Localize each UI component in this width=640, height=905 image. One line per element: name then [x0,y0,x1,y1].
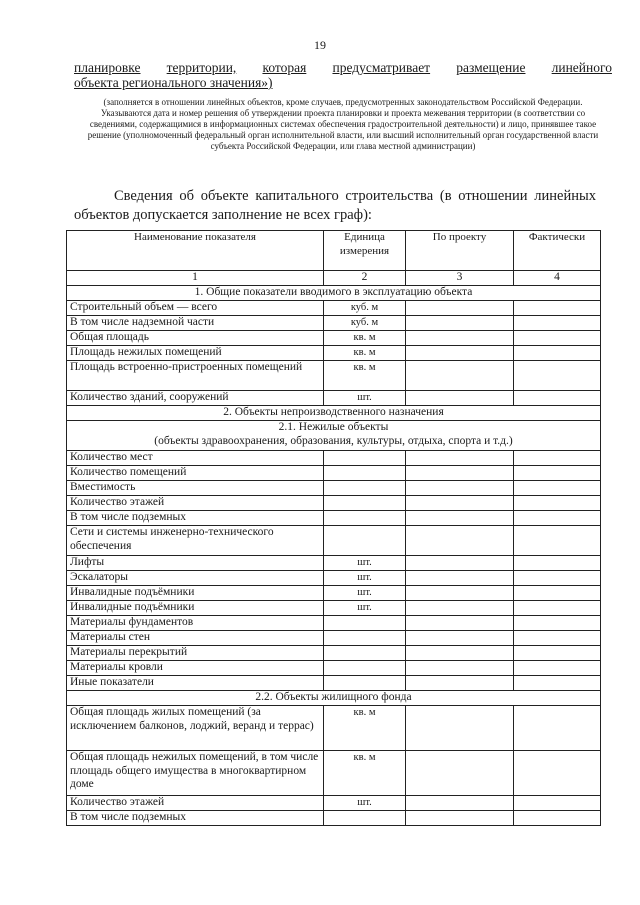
actual-value-cell[interactable] [514,361,601,391]
actual-value-cell[interactable] [514,451,601,466]
indicator-label: Количество мест [67,451,324,466]
indicator-label: Материалы стен [67,631,324,646]
indicator-label: Количество этажей [67,496,324,511]
unit-cell: шт. [324,586,406,601]
unit-cell: кв. м [324,346,406,361]
unit-cell: куб. м [324,301,406,316]
column-number: 3 [406,271,514,286]
table-row [67,796,601,811]
indicator-label: Общая площадь жилых помещений (за исключением балконов, лоджий, веранд и террас) [67,706,324,751]
project-value-cell[interactable] [406,616,514,631]
indicator-label: Количество помещений [67,466,324,481]
actual-value-cell[interactable] [514,571,601,586]
unit-cell [324,616,406,631]
actual-value-cell[interactable] [514,661,601,676]
table-row [67,361,601,391]
unit-cell: шт. [324,571,406,586]
actual-value-cell[interactable] [514,706,601,751]
intro-word: планировке [74,60,141,75]
table-row [67,301,601,316]
project-value-cell[interactable] [406,751,514,796]
indicator-label: Эскалаторы [67,571,324,586]
header-indicator: Наименование показателя [67,231,324,271]
indicator-label: Площадь нежилых помещений [67,346,324,361]
actual-value-cell[interactable] [514,466,601,481]
column-number: 4 [514,271,601,286]
project-value-cell[interactable] [406,466,514,481]
indicator-label: Материалы перекрытий [67,646,324,661]
indicator-label: Вместимость [67,481,324,496]
intro-word: линейного [551,60,612,75]
actual-value-cell[interactable] [514,511,601,526]
intro-word: размещение [456,60,526,75]
subsection-2-2-title: 2.2. Объекты жилищного фонда [67,691,601,706]
actual-value-cell[interactable] [514,316,601,331]
unit-cell [324,646,406,661]
table-row [67,616,601,631]
table-row [67,481,601,496]
indicator-label: В том числе подземных [67,811,324,826]
actual-value-cell[interactable] [514,676,601,691]
table-row [67,391,601,406]
indicator-label: Иные показатели [67,676,324,691]
table-row [67,511,601,526]
project-value-cell[interactable] [406,586,514,601]
table-row [67,346,601,361]
section-2-title: 2. Объекты непроизводственного назначения [67,406,601,421]
intro-line-1 [74,60,612,75]
intro-line-2: объекта регионального значения») [74,75,273,90]
unit-cell: кв. м [324,361,406,391]
project-value-cell[interactable] [406,511,514,526]
table-row [67,646,601,661]
table-row [67,661,601,676]
indicator-label: Инвалидные подъёмники [67,601,324,616]
indicator-label: В том числе подземных [67,511,324,526]
actual-value-cell[interactable] [514,331,601,346]
table-row [67,466,601,481]
section-1-title: 1. Общие показатели вводимого в эксплуатацию объекта [67,286,601,301]
actual-value-cell[interactable] [514,391,601,406]
indicator-label: Материалы кровли [67,661,324,676]
indicator-label: Лифты [67,556,324,571]
table-row [67,676,601,691]
table-row [67,811,601,826]
actual-value-cell[interactable] [514,526,601,556]
project-value-cell[interactable] [406,391,514,406]
header-unit: Единица измерения [324,231,406,271]
indicator-label: Общая площадь нежилых помещений, в том числе площадь общего имущества в многоквартирном доме [67,751,324,796]
table-row [67,706,601,751]
project-value-cell[interactable] [406,676,514,691]
actual-value-cell[interactable] [514,796,601,811]
table-row [67,586,601,601]
instruction-note: (заполняется в отношении линейных объектов, кроме случаев, предусмотренных законодательством Российской Федерации. Указываются дата и номер решения об утверждении проекта планировки и проекта межевания территории (в соответствии со сведениями, содержащимися в информационных системах обеспечения градостроительной деятельности) и лицо, принявшее такое решение (уполномоченный федеральный орган исполнительной власти, или высший исполнительный орган государственной власти субъекта Российской Федерации, или глава местной администрации) [87,97,599,151]
actual-value-cell[interactable] [514,301,601,316]
actual-value-cell[interactable] [514,496,601,511]
project-value-cell[interactable] [406,361,514,391]
actual-value-cell[interactable] [514,631,601,646]
intro-text [74,60,612,90]
header-project: По проекту [406,231,514,271]
actual-value-cell[interactable] [514,646,601,661]
unit-cell [324,661,406,676]
unit-cell [324,631,406,646]
subsection-2-1-subtitle: (объекты здравоохранения, образования, культуры, отдыха, спорта и т.д.) [154,434,513,447]
project-value-cell[interactable] [406,481,514,496]
column-number: 1 [67,271,324,286]
unit-cell: кв. м [324,331,406,346]
project-value-cell[interactable] [406,631,514,646]
project-value-cell[interactable] [406,301,514,316]
unit-cell [324,526,406,556]
actual-value-cell[interactable] [514,586,601,601]
intro-word: предусматривает [332,60,431,75]
unit-cell [324,811,406,826]
table-row [67,496,601,511]
table-row [67,526,601,556]
intro-word: которая [262,60,307,75]
project-value-cell[interactable] [406,706,514,751]
unit-cell [324,481,406,496]
project-value-cell[interactable] [406,346,514,361]
table-row [67,601,601,616]
project-value-cell[interactable] [406,331,514,346]
actual-value-cell[interactable] [514,481,601,496]
indicator-label: Площадь встроенно-пристроенных помещений [67,361,324,391]
indicators-table [66,230,601,826]
unit-cell: кв. м [324,751,406,796]
project-value-cell[interactable] [406,811,514,826]
unit-cell [324,451,406,466]
section-heading: Сведения об объекте капитального строительства (в отношении линейных объектов допускается заполнение не всех граф): [74,188,596,223]
project-value-cell[interactable] [406,556,514,571]
project-value-cell[interactable] [406,571,514,586]
table-row [67,316,601,331]
unit-cell [324,511,406,526]
intro-word: территории, [166,60,237,75]
table-row [67,451,601,466]
indicator-label: Материалы фундаментов [67,616,324,631]
project-value-cell[interactable] [406,316,514,331]
unit-cell [324,676,406,691]
project-value-cell[interactable] [406,496,514,511]
unit-cell [324,466,406,481]
actual-value-cell[interactable] [514,616,601,631]
project-value-cell[interactable] [406,526,514,556]
actual-value-cell[interactable] [514,346,601,361]
project-value-cell[interactable] [406,796,514,811]
actual-value-cell[interactable] [514,751,601,796]
project-value-cell[interactable] [406,661,514,676]
unit-cell: шт. [324,391,406,406]
unit-cell: шт. [324,556,406,571]
column-number: 2 [324,271,406,286]
table-row [67,631,601,646]
table-row [67,331,601,346]
indicator-label: Общая площадь [67,331,324,346]
indicator-label: В том числе надземной части [67,316,324,331]
unit-cell [324,496,406,511]
table-row [67,556,601,571]
unit-cell: куб. м [324,316,406,331]
indicator-label: Строительный объем — всего [67,301,324,316]
actual-value-cell[interactable] [514,601,601,616]
indicator-label: Количество этажей [67,796,324,811]
actual-value-cell[interactable] [514,811,601,826]
unit-cell: кв. м [324,706,406,751]
project-value-cell[interactable] [406,451,514,466]
indicator-label: Инвалидные подъёмники [67,586,324,601]
header-actual: Фактически [514,231,601,271]
indicator-label: Сети и системы инженерно-технического обеспечения [67,526,324,556]
subsection-2-1-name: 2.1. Нежилые объекты [278,421,389,433]
table-row [67,751,601,796]
subsection-2-1-title [67,421,601,451]
unit-cell: шт. [324,601,406,616]
unit-cell: шт. [324,796,406,811]
page-number: 19 [314,38,326,52]
project-value-cell[interactable] [406,601,514,616]
indicator-label: Количество зданий, сооружений [67,391,324,406]
actual-value-cell[interactable] [514,556,601,571]
project-value-cell[interactable] [406,646,514,661]
table-row [67,571,601,586]
